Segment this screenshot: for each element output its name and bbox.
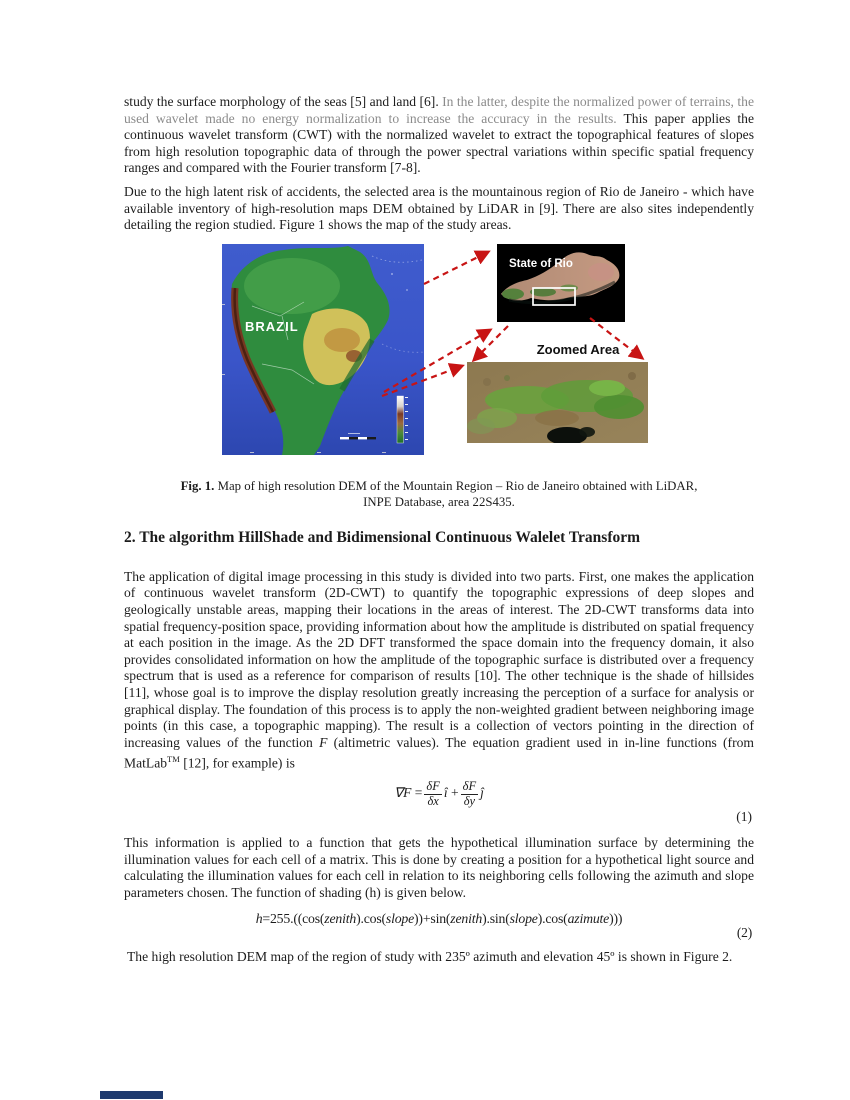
equation-2: [124, 911, 754, 941]
zoomed-area-label: Zoomed Area: [536, 341, 620, 357]
eq2-part2: ).cos(: [356, 911, 386, 927]
eq2-part1: =255.((cos(: [262, 911, 325, 927]
eq2-part6: ))): [609, 911, 623, 927]
rio-green-patch: [502, 288, 524, 299]
eq2-var-azimute: azimute: [567, 911, 610, 927]
eq1-i-hat: î: [443, 785, 448, 801]
island-dot: [391, 273, 393, 275]
eq2-part4: ).sin(: [482, 911, 510, 927]
dashed-arrow-brazil-to-inset: [424, 252, 488, 284]
equation-1: [124, 779, 754, 824]
valley-terrain: [535, 410, 579, 426]
eq1-denominator-y: δy: [463, 794, 476, 809]
eq1-fraction-x: [424, 780, 441, 809]
figure-caption: [124, 478, 754, 511]
eq1-numerator-y: δF: [462, 779, 477, 794]
paragraph-illumination: This information is applied to a function that gets the hypothetical illumination surface by determining the illumination values for each cell of a matrix. This is done by creating a position for a hypothetical light source and calculating the illumination values for each cell in relation to its neighboring cells following the azimuth and slope parameters chosen. The function of shading (h) is given below.: [124, 834, 754, 900]
figure-1: [124, 242, 754, 466]
eq2-part3: ))+sin(: [414, 911, 451, 927]
rio-inset-label: State of Rio: [509, 257, 573, 270]
amazon-region: [244, 258, 340, 314]
paragraph-intro: [124, 94, 754, 177]
paragraph-methods: [124, 569, 754, 773]
dark-water-patch: [579, 427, 595, 437]
caption-line1: [124, 478, 754, 495]
zoomed-area-image: [467, 362, 648, 443]
eq1-equals: =: [414, 785, 423, 801]
function-f-symbol: F: [319, 734, 328, 750]
paragraph-methods-c: [12], for example) is: [179, 755, 295, 771]
eq2-var-zenith: zenith: [324, 911, 357, 927]
eq2-h-symbol: h: [255, 911, 263, 927]
equation-2-number: (2): [736, 925, 752, 941]
rio-green-patch: [530, 287, 556, 296]
paragraph-methods-b: (altimetric values). The equation gradient used in in-line functions (from MatLab: [124, 734, 754, 771]
eq1-denominator-x: δx: [427, 794, 439, 809]
eq2-var-zenith2: zenith: [450, 911, 483, 927]
section-heading: 2. The algorithm HillShade and Bidimensional Continuous Walelet Transform: [124, 528, 641, 546]
texture-dot: [628, 372, 636, 380]
texture-dot: [504, 375, 510, 381]
eq2-var-slope2: slope: [509, 911, 538, 927]
eq2-var-slope: slope: [385, 911, 415, 927]
eq1-lhs: ∇F: [394, 785, 412, 801]
paragraph-methods-a: The application of digital image processing in this study is divided into two parts. First, one makes the application of continuous wavelet transform (2D-CWT) to quantify the topographic expressions of deep slopes and geologically unstable areas, mapping their locations in the areas of interest. The 2D-CWT transforms data into spatial frequency-position space, providing information about how the amplitude is distributed on spatial frequency at each position in the image. As the 2D DFT transformed the space domain into the frequency domain, it also provides consolidated information on how the amplitude of the topographic surface is distributed over a frequency spectrum that is used as a reference for comparison of results [10]. The other technique is the shade of hillsides [11], whose goal is to improve the display resolution greatly increasing the perception of a surface for analysis or graphical display. The foundation of this process is to apply the non-weighted gradient between neighboring image points (in this case, a topographic mapping). The result is a collection of vectors pointing in the direction of increasing values of the function: [124, 568, 754, 750]
eq1-plus: +: [451, 785, 459, 801]
bright-vegetation: [589, 380, 625, 396]
texture-dot: [483, 378, 491, 386]
eq1-j-hat: ĵ: [480, 785, 484, 801]
highland-core: [324, 328, 360, 352]
trademark-superscript: TM: [167, 754, 180, 765]
eq2-part5: ).cos(: [537, 911, 568, 927]
mountain-ridge: [594, 395, 644, 419]
paragraph-study-area: Due to the high latent risk of accidents, the selected area is the mountainous region of Rio de Janeiro - which have available inventory of high-resolution maps DEM obtained by LiDAR in [9]. There are also sites independently detailing the region studied. Figure 1 shows the map of the study areas.: [124, 183, 754, 233]
brazil-map-label: BRAZIL: [245, 318, 299, 334]
terrain-patch: [467, 418, 495, 434]
caption-line2: INPE Database, area 22S435.: [363, 495, 515, 510]
rio-east-lowland: [588, 263, 614, 281]
paragraph-intro-b: This paper applies the continuous wavelet transform (CWT) with the normalized wavelet to extract the topographical features of slopes from high resolution topographic data of through the power spectral variations within specific spatial frequency ranges and compared with the Fourier transform [7-8].: [124, 110, 754, 176]
island-dot: [406, 289, 408, 291]
caption-text: Map of high resolution DEM of the Mountain Region – Rio de Janeiro obtained with LiDAR,: [214, 478, 698, 493]
paragraph-figure2-ref: The high resolution DEM map of the region of study with 235º azimuth and elevation 45º is shown in Figure 2.: [127, 949, 733, 965]
eq1-fraction-y: [461, 780, 478, 809]
rio-inset-image: [497, 244, 625, 322]
figure-arrows: [124, 242, 754, 466]
caption-figure-number: Fig. 1.: [180, 478, 215, 493]
eq1-numerator-x: δF: [426, 779, 440, 794]
page-bottom-mark: [100, 1091, 163, 1099]
paragraph-intro-gray: In the latter, despite the normalized power of terrains, the used wavelet made no energy normalization to increase the accuracy in the results.: [124, 94, 754, 126]
paragraph-intro-a: study the surface morphology of the seas [5] and land [6].: [124, 94, 443, 109]
page-body: [124, 0, 754, 966]
equation-1-number: (1): [736, 808, 752, 824]
brazil-map-image: [222, 244, 424, 455]
